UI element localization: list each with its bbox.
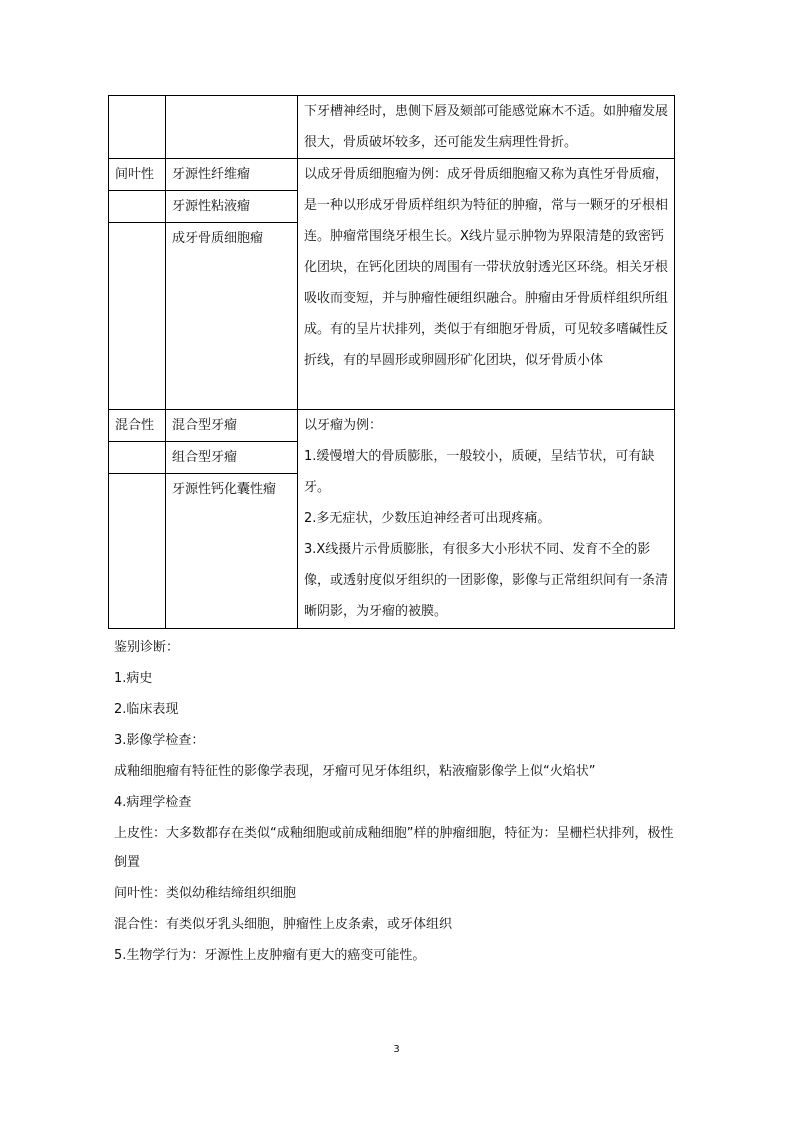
content-line: 3.影像学检查： (114, 733, 205, 748)
table-cell-empty (166, 96, 298, 159)
mixed-description-cell (298, 410, 675, 629)
type-cell (166, 191, 298, 223)
mixed-description-line: 2.多无症状，少数压迫神经者可出现疼痛。 (304, 511, 551, 526)
type-label: 成牙骨质细胞瘤 (172, 231, 264, 246)
table-cell-empty (109, 474, 166, 629)
content-line: 5.生物学行为：牙源性上皮肿瘤有更大的癌变可能性。 (114, 948, 426, 963)
content-line: 间叶性：类似幼稚结缔组织细胞 (114, 886, 297, 901)
table-row (109, 96, 675, 159)
mixed-description-line: 1.缓慢增大的骨质膨胀，一般较小，质硬，呈结节状，可有缺牙。 (304, 449, 655, 495)
type-label: 组合型牙瘤 (172, 450, 238, 465)
table-row (109, 159, 675, 191)
table-cell-empty (109, 223, 166, 410)
mesenchymal-description: 以成牙骨质细胞瘤为例：成牙骨质细胞瘤又称为真性牙骨质瘤，是一种以形成牙骨质样组织为特征的肿瘤，常与一颗牙的牙根相连。肿瘤常围绕牙根生长。X线片显示肿物为界限清楚的致密钙化团块，在钙化团块的周围有一带状放射透光区环绕。相关牙根吸收而变短，并与肿瘤性硬组织融合。肿瘤由牙骨质样组织所组成。有的呈片状排列，类似于有细胞牙骨质，可见较多嗜碱性反折线，有的早圆形或卵圆形矿化团块，似牙骨质小体 (304, 167, 669, 368)
table-cell-empty (109, 442, 166, 474)
content-line: 4.病理学检查 (114, 795, 192, 810)
mixed-description-line: 以牙瘤为例： (304, 418, 383, 433)
type-cell (166, 442, 298, 474)
top-row-description: 下牙槽神经时，患侧下唇及颏部可能感觉麻木不适。如肿瘤发展很大，骨质破坏较多，还可能发生病理性骨折。 (304, 104, 669, 150)
category-cell-mesenchymal (109, 159, 166, 191)
mixed-description-line: 3.X线摄片示骨质膨胀，有很多大小形状不同、发育不全的影像，或透射度似牙组织的一团影像，影像与正常组织间有一条清晰阴影，为牙瘤的被膜。 (304, 542, 669, 619)
section-heading: 鉴别诊断： (114, 640, 180, 655)
table-cell-description (298, 96, 675, 159)
type-cell (166, 159, 298, 191)
table-cell-empty (109, 96, 166, 159)
tumor-classification-table (108, 95, 675, 629)
table-row (109, 410, 675, 442)
content-line: 混合性：有类似牙乳头细胞，肿瘤性上皮条索，或牙体组织 (114, 917, 453, 932)
content-line: 上皮性：大多数都存在类似“成釉细胞或前成釉细胞”样的肿瘤细胞，特征为：呈栅栏状排列，极性倒置 (114, 826, 674, 870)
table-cell-empty (109, 191, 166, 223)
type-label: 牙源性钙化囊性瘤 (172, 482, 277, 497)
category-label: 间叶性 (115, 167, 155, 182)
type-cell (166, 474, 298, 629)
type-label: 混合型牙瘤 (172, 418, 238, 433)
type-label: 牙源性粘液瘤 (172, 199, 251, 214)
content-line: 成釉细胞瘤有特征性的影像学表现，牙瘤可见牙体组织，粘液瘤影像学上似“火焰状” (114, 764, 596, 779)
page-number: 3 (393, 1044, 400, 1055)
mesenchymal-description-cell (298, 159, 675, 410)
type-cell (166, 410, 298, 442)
category-cell-mixed (109, 410, 166, 442)
type-label: 牙源性纤维瘤 (172, 167, 251, 182)
differential-diagnosis-section (114, 632, 684, 971)
category-label: 混合性 (115, 418, 155, 433)
type-cell (166, 223, 298, 410)
content-line: 2.临床表现 (114, 702, 179, 717)
content-line: 1.病史 (114, 671, 153, 686)
